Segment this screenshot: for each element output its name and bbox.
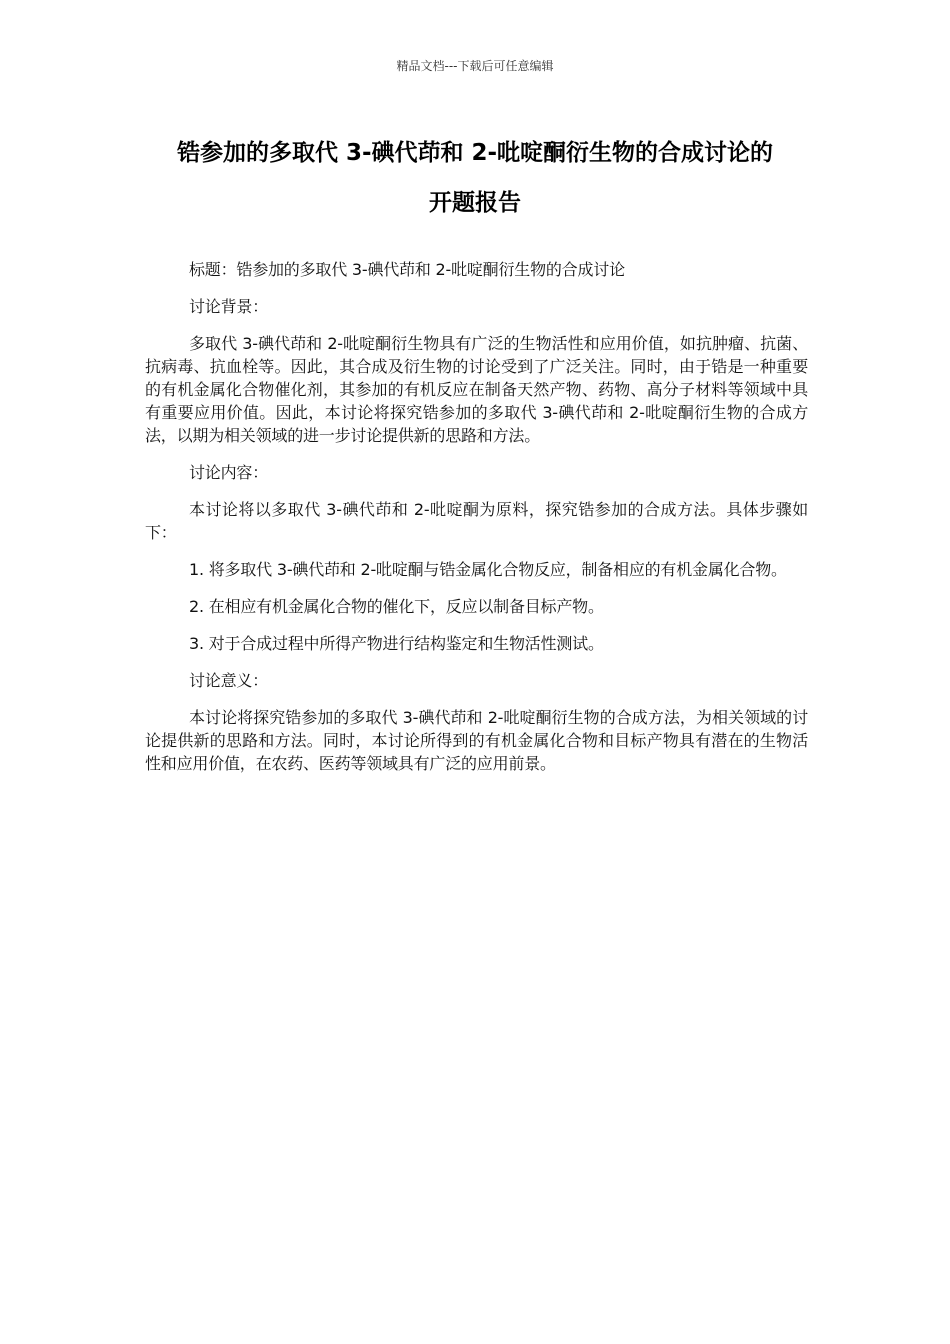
significance-heading: 讨论意义： [189, 671, 269, 690]
background-paragraph: 多取代 3-碘代茚和 2-吡啶酮衍生物具有广泛的生物活性和应用价值，如抗肿瘤、抗菌、抗病毒、抗血栓等。因此，其合成及衍生物的讨论受到了广泛关注。同时，由于锆是一种重要的有机金属化合物催化剂，其参加的有机反应在制备天然产物、药物、高分子材料等领域中具有重要应用价值。因此，本讨论将探究锆参加的多取代 3-碘代茚和 2-吡啶酮衍生物的合成方法，以期为相关领域的进一步讨论提供新的思路和方法。 [145, 334, 808, 445]
step-2-paragraph: 2. 在相应有机金属化合物的催化下，反应以制备目标产物。 [189, 597, 604, 616]
step-3-paragraph: 3. 对于合成过程中所得产物进行结构鉴定和生物活性测试。 [189, 634, 604, 653]
content-heading: 讨论内容： [189, 463, 269, 482]
title-line-1: 锆参加的多取代 3-碘代茚和 2-吡啶酮衍生物的合成讨论的 [176, 140, 774, 166]
document-body [145, 258, 808, 789]
title-paragraph: 标题：锆参加的多取代 3-碘代茚和 2-吡啶酮衍生物的合成讨论 [189, 260, 625, 279]
significance-paragraph: 本讨论将探究锆参加的多取代 3-碘代茚和 2-吡啶酮衍生物的合成方法，为相关领域的讨论提供新的思路和方法。同时，本讨论所得到的有机金属化合物和目标产物具有潜在的生物活性和应用价值，在农药、医药等领域具有广泛的应用前景。 [145, 708, 808, 773]
content-intro-paragraph: 本讨论将以多取代 3-碘代茚和 2-吡啶酮为原料，探究锆参加的合成方法。具体步骤如下： [145, 500, 808, 542]
step-1-paragraph: 1. 将多取代 3-碘代茚和 2-吡啶酮与锆金属化合物反应，制备相应的有机金属化合物。 [189, 560, 787, 579]
document-title [145, 128, 805, 228]
background-heading: 讨论背景： [189, 297, 269, 316]
title-line-2: 开题报告 [429, 190, 521, 216]
header-note: 精品文档---下载后可任意编辑 [396, 59, 554, 73]
